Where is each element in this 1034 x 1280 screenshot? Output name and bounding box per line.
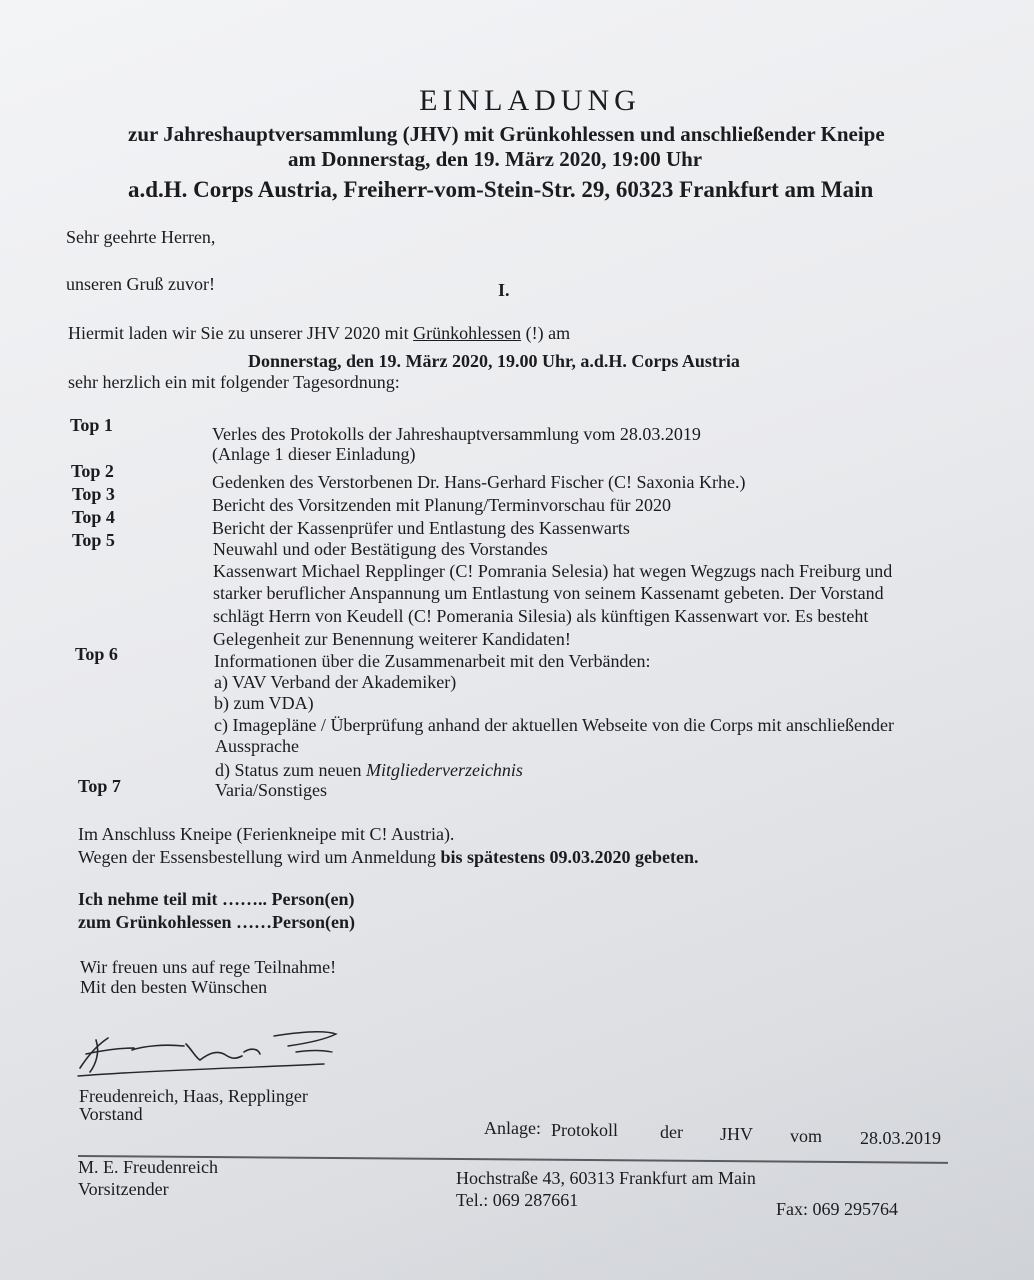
agenda-3-line-1: Bericht des Vorsitzenden mit Planung/Terminvorschau für 2020 xyxy=(212,495,671,515)
attachment-word-5: vom xyxy=(790,1126,823,1146)
agenda-6-line-5: Aussprache xyxy=(215,736,299,756)
footer-fax: Fax: 069 295764 xyxy=(776,1199,899,1219)
attachment-date: 28.03.2019 xyxy=(860,1128,941,1148)
agenda-label-6: Top 6 xyxy=(75,644,118,664)
agenda-6-last-prefix: d) Status zum neuen xyxy=(215,760,366,780)
footer-name: M. E. Freudenreich xyxy=(78,1157,218,1177)
wish-line-1: Wir freuen uns auf rege Teilnahme! xyxy=(80,957,337,977)
attachment-word-3: der xyxy=(660,1122,683,1142)
intro-closing: sehr herzlich ein mit folgender Tagesordnung: xyxy=(68,372,400,392)
footer-title: Vorsitzender xyxy=(78,1179,169,1199)
section-numeral: I. xyxy=(498,280,510,300)
agenda-5-line-1: Neuwahl und oder Bestätigung des Vorstandes xyxy=(213,539,548,559)
agenda-1-line-1: Verles des Protokolls der Jahreshauptversammlung vom 28.03.2019 xyxy=(212,424,701,444)
agenda-label-5: Top 5 xyxy=(72,530,115,550)
agenda-6-line-6 xyxy=(215,760,523,781)
agenda-6-line-1: Informationen über die Zusammenarbeit mit den Verbänden: xyxy=(214,651,651,671)
subtitle-line-3: a.d.H. Corps Austria, Freiherr-vom-Stein-Str. 29, 60323 Frankfurt am Main xyxy=(128,177,874,202)
footer-phone: Tel.: 069 287661 xyxy=(456,1190,579,1210)
wish-line-2: Mit den besten Wünschen xyxy=(80,977,268,997)
subtitle-line-2: am Donnerstag, den 19. März 2020, 19:00 Uhr xyxy=(288,147,703,171)
footer-address: Hochstraße 43, 60313 Frankfurt am Main xyxy=(456,1168,756,1188)
agenda-label-2: Top 2 xyxy=(71,461,114,481)
intro-date-line: Donnerstag, den 19. März 2020, 19.00 Uhr, a.d.H. Corps Austria xyxy=(248,351,740,371)
agenda-2-line-1: Gedenken des Verstorbenen Dr. Hans-Gerhard Fischer (C! Saxonia Krhe.) xyxy=(212,472,746,492)
intro-part-2: (!) am xyxy=(521,323,571,343)
regards: unseren Gruß zuvor! xyxy=(66,274,215,294)
salutation: Sehr geehrte Herren, xyxy=(66,227,216,247)
attachment-word-1: Anlage: xyxy=(484,1118,541,1138)
subtitle-line-1: zur Jahreshauptversammlung (JHV) mit Grünkohlessen und anschließender Kneipe xyxy=(128,122,885,146)
rsvp-line-1: Ich nehme teil mit …….. Person(en) xyxy=(78,889,355,909)
kneipe-note: Im Anschluss Kneipe (Ferienkneipe mit C! Austria). xyxy=(78,824,455,844)
agenda-6-last-italic: Mitgliederverzeichnis xyxy=(365,760,523,780)
signatory-role: Vorstand xyxy=(79,1104,143,1124)
agenda-label-4: Top 4 xyxy=(72,507,115,527)
agenda-4-line-1: Bericht der Kassenprüfer und Entlastung des Kassenwarts xyxy=(212,518,630,538)
order-prefix: Wegen der Essensbestellung wird um Anmeldung xyxy=(78,847,441,867)
order-note xyxy=(78,847,699,868)
agenda-5-line-4: schlägt Herrn von Keudell (C! Pomerania Silesia) als künftigen Kassenwart vor. Es besteht xyxy=(213,606,869,626)
intro-line xyxy=(68,323,570,344)
agenda-label-3: Top 3 xyxy=(72,484,115,504)
signatory-names: Freudenreich, Haas, Repplinger xyxy=(79,1086,308,1106)
agenda-6-line-3: b) zum VDA) xyxy=(214,693,314,713)
document-title: EINLADUNG xyxy=(419,84,641,117)
agenda-5-line-3: starker beruflicher Anspannung um Entlastung von seinem Kassenamt gebeten. Der Vorstand xyxy=(213,583,884,603)
attachment-word-2: Protokoll xyxy=(551,1120,619,1140)
agenda-6-line-2: a) VAV Verband der Akademiker) xyxy=(214,672,457,692)
agenda-label-7: Top 7 xyxy=(78,776,121,796)
intro-underlined: Grünkohlessen xyxy=(413,323,522,343)
agenda-1-line-2: (Anlage 1 dieser Einladung) xyxy=(212,444,416,464)
agenda-5-line-5: Gelegenheit zur Benennung weiterer Kandidaten! xyxy=(213,629,571,649)
agenda-label-1: Top 1 xyxy=(70,415,113,435)
order-deadline: bis spätestens 09.03.2020 gebeten. xyxy=(440,847,699,867)
handwritten-signature xyxy=(74,1020,344,1080)
agenda-6-line-4: c) Imagepläne / Überprüfung anhand der aktuellen Webseite von die Corps mit anschließender xyxy=(214,715,894,735)
rsvp-line-2: zum Grünkohlessen ……Person(en) xyxy=(78,912,356,932)
attachment-word-4: JHV xyxy=(720,1124,754,1144)
intro-part-1: Hiermit laden wir Sie zu unserer JHV 2020 mit xyxy=(68,323,414,343)
agenda-7-line-1: Varia/Sonstiges xyxy=(215,780,327,800)
agenda-5-line-2: Kassenwart Michael Repplinger (C! Pomrania Selesia) hat wegen Wegzugs nach Freiburg und xyxy=(213,561,893,581)
